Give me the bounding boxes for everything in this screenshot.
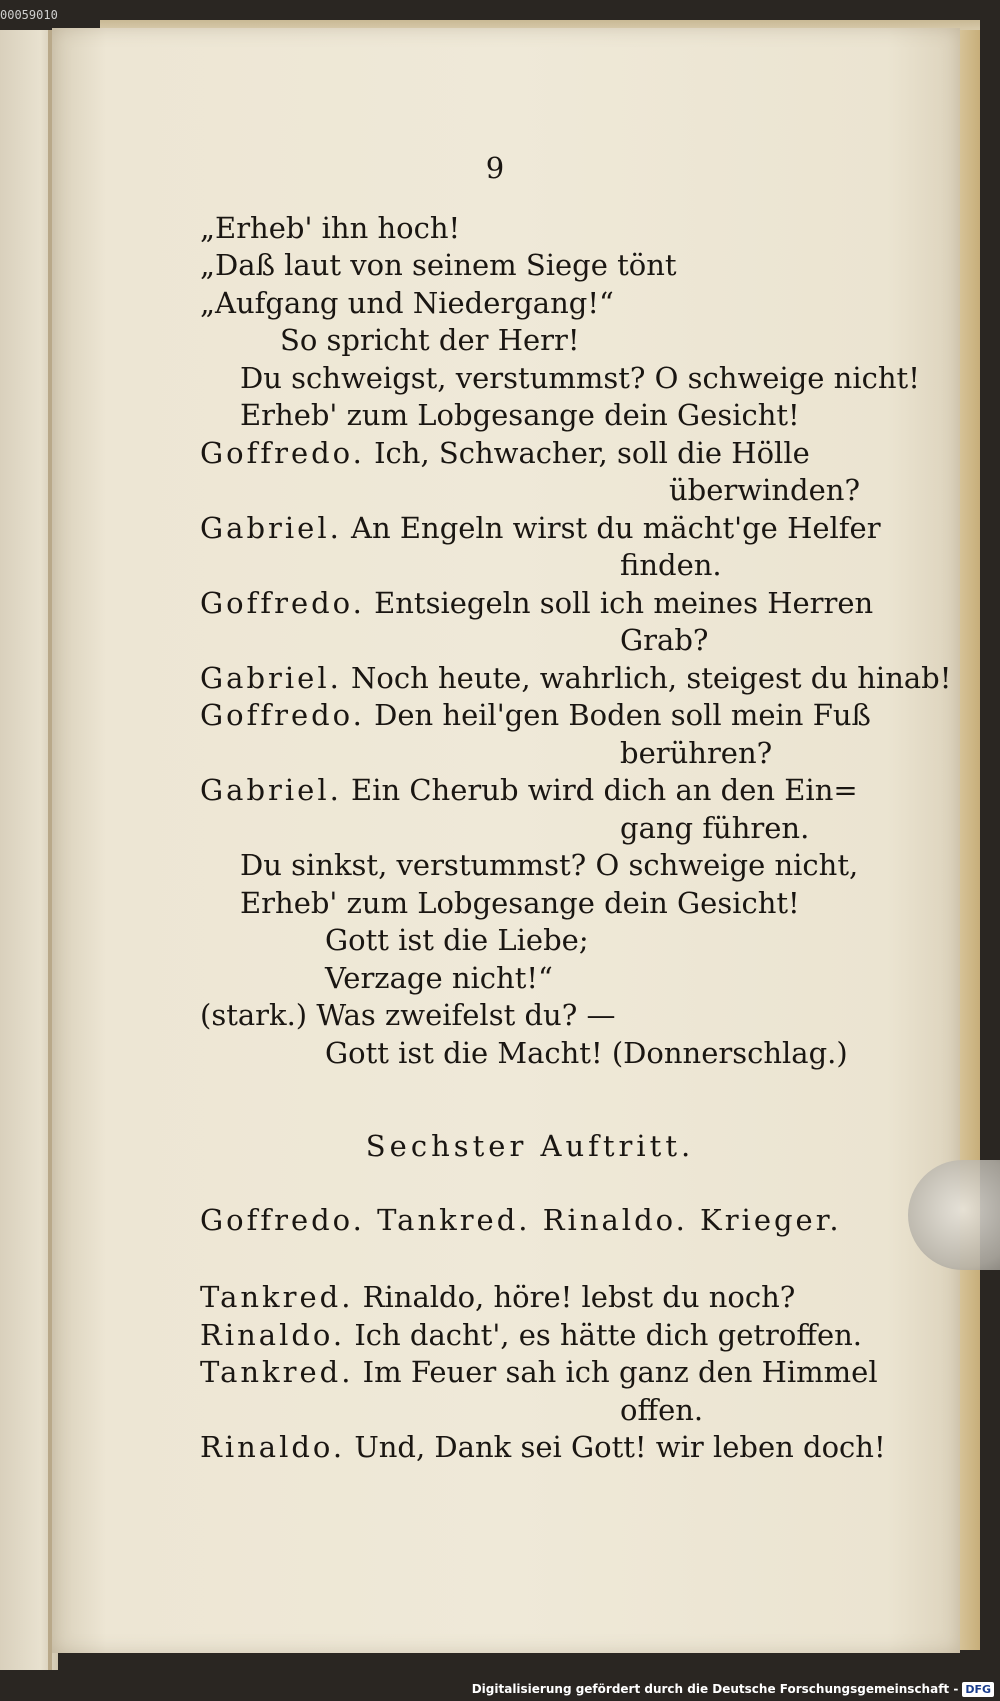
dialogue-text: Noch heute, wahrlich, steigest du hinab! xyxy=(351,660,952,695)
verse-line: Erheb' zum Lobgesange dein Gesicht! xyxy=(240,398,800,432)
verse-line: „Daß laut von seinem Siege tönt xyxy=(200,248,677,282)
dialogue-block xyxy=(200,1279,900,1467)
speaker-name: Tankred. xyxy=(200,1280,354,1314)
dialogue-text: Und, Dank sei Gott! wir leben doch! xyxy=(354,1430,886,1464)
verse-line: (stark.) Was zweifelst du? — xyxy=(200,998,616,1032)
scene-heading: Sechster Auftritt. xyxy=(365,1129,695,1163)
verse-line: „Erheb' ihn hoch! xyxy=(200,210,461,245)
dialogue-continuation: Grab? xyxy=(620,623,709,657)
speaker-name: Rinaldo. xyxy=(200,1317,346,1352)
dialogue-line xyxy=(200,1354,900,1392)
verse-line: Du schweigst, verstummst? O schweige nicht! xyxy=(240,360,920,395)
verse-line: Verzage nicht!“ xyxy=(325,960,553,995)
dialogue-text: Den heil'gen Boden soll mein Fuß xyxy=(374,698,871,732)
dialogue-line xyxy=(200,1279,900,1317)
dialogue-line xyxy=(200,772,900,810)
verse-block xyxy=(200,210,920,435)
dialogue-line xyxy=(200,1317,900,1355)
dialogue-line xyxy=(200,660,952,698)
dialogue-text: An Engeln wirst du mächt'ge Helfer xyxy=(351,510,881,545)
dialogue-continuation: finden. xyxy=(620,548,722,582)
dialogue-text: Entsiegeln soll ich meines Herren xyxy=(374,585,874,620)
speaker-name: Gabriel. xyxy=(200,510,342,545)
dialogue-line xyxy=(200,510,900,548)
dialogue-line xyxy=(200,435,900,473)
dialogue-text: Rinaldo, höre! lebst du noch? xyxy=(362,1280,796,1314)
dialogue-text: Ich, Schwacher, soll die Hölle xyxy=(374,435,810,470)
dialogue-text: Im Feuer sah ich ganz den Himmel xyxy=(362,1355,878,1389)
digitization-credit xyxy=(472,1679,994,1699)
page-edge-right xyxy=(958,30,980,1650)
dialogue-continuation: gang führen. xyxy=(620,810,810,845)
speaker-name: Goffredo. xyxy=(200,435,365,470)
dialogue-continuation: überwinden? xyxy=(669,473,860,507)
speaker-name: Gabriel. xyxy=(200,660,342,695)
verse-block xyxy=(200,847,900,1072)
verse-line: Gott ist die Macht! (Donnerschlag.) xyxy=(325,1035,848,1070)
verse-line: So spricht der Herr! xyxy=(280,323,580,357)
dialogue-line xyxy=(200,585,900,623)
dfg-logo: DFG xyxy=(962,1682,994,1697)
speaker-name: Goffredo. xyxy=(200,585,365,620)
speaker-name: Gabriel. xyxy=(200,773,342,807)
verse-line: „Aufgang und Niedergang!“ xyxy=(200,285,614,320)
scan-id-label: 00059010 xyxy=(0,8,58,22)
page-text xyxy=(200,150,952,1467)
verse-line: Erheb' zum Lobgesange dein Gesicht! xyxy=(240,885,800,920)
dialogue-line xyxy=(200,1429,900,1467)
dialogue-text: Ein Cherub wird dich an den Ein= xyxy=(351,773,858,807)
speaker-name: Rinaldo. xyxy=(200,1430,346,1464)
page-number: 9 xyxy=(485,151,505,185)
verse-line: Du sinkst, verstummst? O schweige nicht, xyxy=(240,848,859,882)
dialogue-line xyxy=(200,697,900,735)
dialogue-continuation: berühren? xyxy=(620,735,773,770)
dialogue-continuation: offen. xyxy=(620,1392,704,1427)
speaker-name: Tankred. xyxy=(200,1355,354,1389)
speaker-name: Goffredo. xyxy=(200,698,365,732)
credit-text: Digitalisierung gefördert durch die Deutsche Forschungsgemeinschaft - xyxy=(471,1682,959,1696)
cast-list: Goffredo. Tankred. Rinaldo. Krieger. xyxy=(200,1202,842,1237)
dialogue-text: Ich dacht', es hätte dich getroffen. xyxy=(354,1317,862,1352)
dialogue-block xyxy=(200,435,952,848)
verse-line: Gott ist die Liebe; xyxy=(325,923,589,957)
